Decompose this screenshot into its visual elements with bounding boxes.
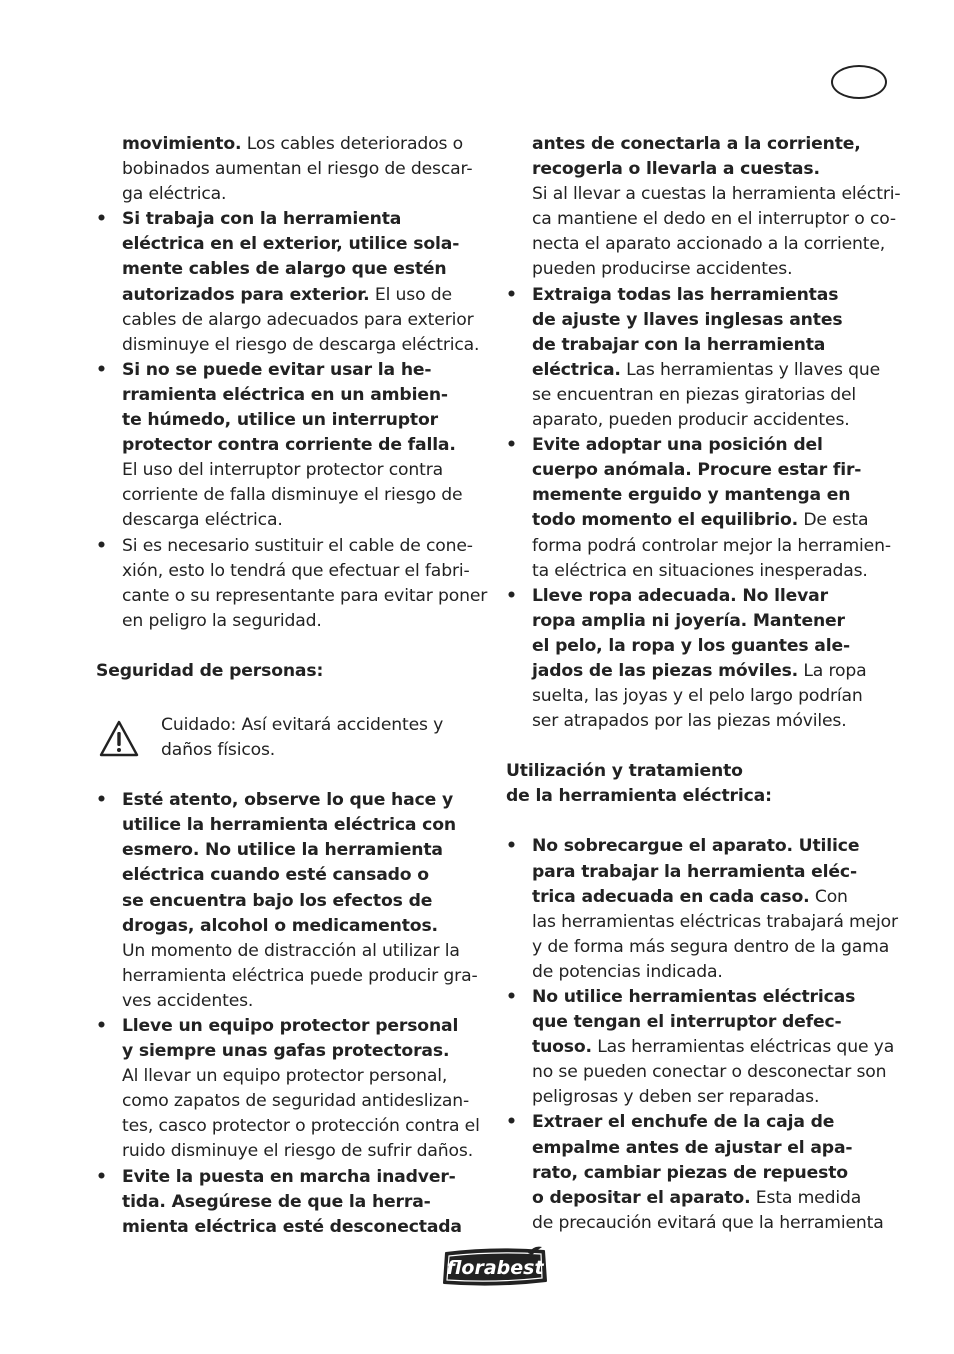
body-text: Las herramientas y llaves que	[620, 359, 881, 380]
text-line	[122, 1039, 480, 1064]
bullet-item	[96, 207, 480, 358]
bold-text: que tengan el interruptor defec-	[532, 1012, 842, 1033]
bullet-list	[506, 283, 892, 735]
text-line	[532, 1085, 892, 1110]
body-text: ga eléctrica.	[122, 184, 227, 205]
logo-text: florabest	[446, 1257, 544, 1279]
bold-text: para trabajar la herramienta eléc-	[532, 861, 857, 882]
text-line	[532, 709, 892, 734]
text-line	[532, 433, 892, 458]
text-line	[532, 207, 896, 232]
bold-text: el pelo, la ropa y los guantes ale-	[532, 635, 850, 656]
bullet-item	[506, 1110, 892, 1235]
bold-text: No sobrecargue el aparato. Utilice	[532, 836, 860, 857]
bold-text: esmero. No utilice la herramienta	[122, 840, 443, 861]
bullet-list	[506, 834, 898, 1236]
bold-text: Si no se puede evitar usar la he-	[122, 359, 432, 380]
body-text: no se pueden conectar o desconectar son	[532, 1062, 887, 1083]
body-text: tes, casco protector o protección contra el	[122, 1116, 480, 1137]
text-line	[122, 788, 480, 813]
text-line	[122, 308, 480, 333]
text-line	[532, 157, 892, 182]
continued-paragraph	[96, 132, 480, 207]
bullet-item	[506, 433, 892, 584]
text-line	[532, 609, 892, 634]
text-line	[122, 1014, 480, 1039]
bold-text: ropa amplia ni joyería. Mantener	[532, 610, 845, 631]
bullet-item	[96, 358, 480, 534]
body-text: Un momento de distracción al utilizar la	[122, 940, 460, 961]
text-line	[532, 483, 892, 508]
bullet-list	[96, 207, 488, 634]
text-line	[122, 182, 480, 207]
heading-line: Utilización y tratamiento	[506, 761, 743, 782]
bullet-marker: •	[96, 535, 107, 556]
body-text: ca mantiene el dedo en el interruptor o co-	[532, 209, 896, 230]
text-line	[532, 308, 892, 333]
bold-text: mienta eléctrica esté desconectada	[122, 1216, 462, 1237]
text-line	[122, 1114, 480, 1139]
bold-text: memente erguido y mantenga en	[532, 485, 851, 506]
text-line	[122, 232, 480, 257]
body-text: Los cables deteriorados o	[241, 134, 463, 154]
text-line	[122, 458, 480, 483]
florabest-logo	[438, 1245, 552, 1289]
text-line	[532, 985, 892, 1010]
bold-text: de trabajar con la herramienta	[532, 334, 826, 355]
text-line	[122, 813, 480, 838]
body-text: ruido disminuye el riesgo de sufrir daños.	[122, 1141, 474, 1162]
bold-text: eléctrica cuando esté cansado o	[122, 865, 429, 886]
bold-text: eléctrica en el exterior, utilice sola-	[122, 234, 460, 255]
bold-text: No utilice herramientas eléctricas	[532, 987, 856, 1007]
bullet-item	[96, 1165, 480, 1240]
bold-text: jados de las piezas móviles.	[532, 660, 799, 681]
bullet-marker: •	[506, 836, 517, 857]
bullet-marker: •	[96, 1016, 107, 1036]
body-text: peligrosas y deben ser reparadas.	[532, 1087, 820, 1108]
text-line	[532, 885, 892, 910]
body-text: disminuye el riesgo de descarga eléctrica.	[122, 334, 480, 355]
bold-text: y siempre unas gafas protectoras.	[122, 1041, 450, 1062]
body-text: de potencias indicada.	[532, 961, 723, 982]
text-line	[532, 358, 892, 383]
text-line	[532, 960, 892, 985]
bullet-list	[96, 788, 480, 1240]
text-line	[532, 659, 892, 684]
bold-text: Si trabaja con la herramienta	[122, 209, 402, 230]
body-text: El uso de	[369, 284, 452, 305]
body-text: Esta medida	[750, 1187, 862, 1208]
bold-text: Evite adoptar una posición del	[532, 435, 823, 456]
body-text: ves accidentes.	[122, 990, 254, 1011]
bullet-marker: •	[506, 435, 517, 456]
bold-text: tuoso.	[532, 1037, 592, 1058]
body-text: se encuentran en piezas giratorias del	[532, 384, 857, 405]
text-line	[532, 910, 898, 935]
body-text: Al llevar un equipo protector personal,	[122, 1066, 448, 1087]
caution-text-line: Cuidado: Así evitará accidentes y	[161, 714, 444, 735]
text-line	[122, 939, 480, 964]
body-text: cante o su representante para evitar poner	[122, 585, 488, 606]
bullet-marker: •	[506, 585, 517, 606]
text-line	[122, 559, 480, 584]
text-line	[532, 408, 892, 433]
text-line	[532, 132, 892, 157]
text-line	[532, 534, 892, 559]
text-line	[532, 508, 892, 533]
text-line	[122, 863, 480, 888]
bullet-marker: •	[96, 359, 107, 380]
bullet-item	[96, 534, 488, 634]
text-line	[122, 383, 480, 408]
text-line	[122, 989, 480, 1014]
text-line	[532, 1186, 892, 1211]
text-line	[122, 964, 480, 989]
bullet-marker: •	[506, 1112, 517, 1133]
bold-text: todo momento el equilibrio.	[532, 510, 799, 531]
body-text: suelta, las joyas y el pelo largo podrían	[532, 686, 863, 707]
bold-text: Lleve un equipo protector personal	[122, 1016, 459, 1036]
section-heading-personal-safety: Seguridad de personas:	[96, 660, 324, 681]
bold-text: Extraiga todas las herramientas	[532, 284, 839, 305]
section-heading-tool-use	[506, 759, 892, 809]
text-line	[532, 634, 892, 659]
bold-text: antes de conectarla a la corriente,	[532, 134, 861, 154]
text-line	[532, 834, 892, 859]
body-text: aparato, pueden producir accidentes.	[532, 410, 850, 431]
text-line	[122, 1089, 480, 1114]
text-line	[532, 257, 892, 282]
bold-text: o depositar el aparato.	[532, 1187, 751, 1208]
body-text: Las herramientas eléctricas que ya	[591, 1037, 895, 1058]
text-line	[122, 207, 480, 232]
bold-text: utilice la herramienta eléctrica con	[122, 815, 456, 836]
body-text: La ropa	[798, 660, 867, 681]
body-text: xión, esto lo tendrá que efectuar el fabri-	[122, 560, 470, 581]
bold-text: recogerla o llevarla a cuestas.	[532, 159, 820, 180]
text-line	[532, 1136, 892, 1161]
body-text: necta el aparato accionado a la corriente,	[532, 234, 886, 255]
bold-text: se encuentra bajo los efectos de	[122, 890, 433, 911]
warning-triangle-icon	[98, 719, 140, 759]
text-line	[532, 1110, 892, 1135]
bullet-item	[96, 788, 480, 1014]
body-text: en peligro la seguridad.	[122, 610, 322, 631]
bullet-marker: •	[506, 987, 517, 1007]
text-line	[122, 534, 480, 559]
text-line	[122, 609, 480, 634]
text-line	[532, 1010, 892, 1035]
text-line	[532, 232, 892, 257]
bold-text: cuerpo anómala. Procure estar fir-	[532, 460, 862, 481]
bold-text: trica adecuada en cada caso.	[532, 886, 810, 907]
text-line	[532, 584, 892, 609]
bullet-item	[506, 834, 898, 985]
text-line	[532, 182, 901, 207]
bold-text: te húmedo, utilice un interruptor	[122, 410, 438, 431]
body-text: pueden producirse accidentes.	[532, 259, 793, 280]
text-line	[532, 1060, 892, 1085]
bold-text: Lleve ropa adecuada. No llevar	[532, 585, 828, 606]
bullet-item	[506, 985, 895, 1110]
text-line	[122, 333, 480, 358]
bullet-marker: •	[96, 1166, 107, 1187]
bold-text: eléctrica.	[532, 359, 621, 380]
text-line	[122, 1215, 480, 1240]
bullet-item	[96, 1014, 480, 1165]
text-line	[122, 1139, 480, 1164]
bold-text: Evite la puesta en marcha inadver-	[122, 1166, 456, 1187]
text-line	[122, 838, 480, 863]
text-line	[532, 860, 892, 885]
bold-text: rramienta eléctrica en un ambien-	[122, 384, 448, 405]
body-text: De esta	[798, 510, 869, 531]
bold-text: de ajuste y llaves inglesas antes	[532, 309, 843, 330]
text-line	[122, 889, 480, 914]
text-line	[122, 1064, 480, 1089]
bold-text: mente cables de alargo que estén	[122, 259, 447, 280]
right-column	[506, 132, 901, 1236]
bullet-marker: •	[96, 790, 107, 811]
text-line	[532, 1211, 892, 1236]
text-line	[122, 157, 480, 182]
body-text: Con	[809, 886, 848, 907]
bold-text: Esté atento, observe lo que hace y	[122, 790, 454, 811]
language-oval-badge	[831, 65, 887, 99]
bold-text: rato, cambiar piezas de repuesto	[532, 1162, 848, 1183]
bullet-marker: •	[96, 209, 107, 230]
text-line	[532, 383, 892, 408]
text-line	[532, 458, 892, 483]
body-text: corriente de falla disminuye el riesgo de	[122, 485, 463, 506]
text-line	[122, 358, 480, 383]
bullet-item	[506, 283, 892, 434]
text-line	[122, 508, 480, 533]
text-line	[532, 1035, 895, 1060]
text-line	[122, 433, 480, 458]
heading-line: de la herramienta eléctrica:	[506, 786, 772, 807]
body-text: descarga eléctrica.	[122, 510, 283, 531]
bold-text: autorizados para exterior.	[122, 284, 370, 305]
text-line	[532, 1161, 892, 1186]
text-line	[122, 1165, 480, 1190]
body-text: y de forma más segura dentro de la gama	[532, 936, 890, 957]
text-line	[122, 1190, 480, 1215]
text-line	[532, 935, 892, 960]
body-text: Si es necesario sustituir el cable de cone-	[122, 535, 473, 556]
bold-text: protector contra corriente de falla.	[122, 435, 456, 456]
bullet-marker: •	[506, 284, 517, 305]
text-line	[532, 283, 892, 308]
text-line	[122, 914, 480, 939]
body-text: herramienta eléctrica puede producir gra-	[122, 965, 478, 986]
body-text: cables de alargo adecuados para exterior	[122, 309, 474, 330]
bold-text: tida. Asegúrese de que la herra-	[122, 1191, 431, 1212]
body-text: las herramientas eléctricas trabajará mejor	[532, 911, 898, 932]
text-line	[122, 408, 480, 433]
bold-text: Extraer el enchufe de la caja de	[532, 1112, 835, 1133]
text-line	[122, 132, 480, 157]
caution-text-line: daños físicos.	[161, 740, 276, 761]
text-line	[532, 559, 892, 584]
body-text: El uso del interruptor protector contra	[122, 460, 444, 481]
text-line	[122, 283, 480, 308]
bold-text: movimiento.	[122, 134, 242, 154]
body-text: Si al llevar a cuestas la herramienta eléctri-	[532, 184, 901, 205]
bold-text: drogas, alcohol o medicamentos.	[122, 915, 438, 936]
text-line	[532, 684, 892, 709]
text-line	[122, 584, 488, 609]
body-text: forma podrá controlar mejor la herramien-	[532, 535, 891, 556]
left-column	[96, 132, 488, 1240]
bullet-item	[506, 584, 892, 735]
body-text: de precaución evitará que la herramienta	[532, 1212, 884, 1233]
body-text: como zapatos de seguridad antideslizan-	[122, 1091, 470, 1112]
text-line	[122, 257, 480, 282]
continued-paragraph	[506, 132, 901, 283]
text-line	[532, 333, 892, 358]
body-text: bobinados aumentan el riesgo de descar-	[122, 159, 473, 180]
text-line	[122, 483, 480, 508]
body-text: ta eléctrica en situaciones inesperadas.	[532, 560, 868, 581]
bold-text: empalme antes de ajustar el apa-	[532, 1137, 853, 1158]
caution-note	[96, 713, 480, 763]
body-text: ser atrapados por las piezas móviles.	[532, 711, 847, 732]
